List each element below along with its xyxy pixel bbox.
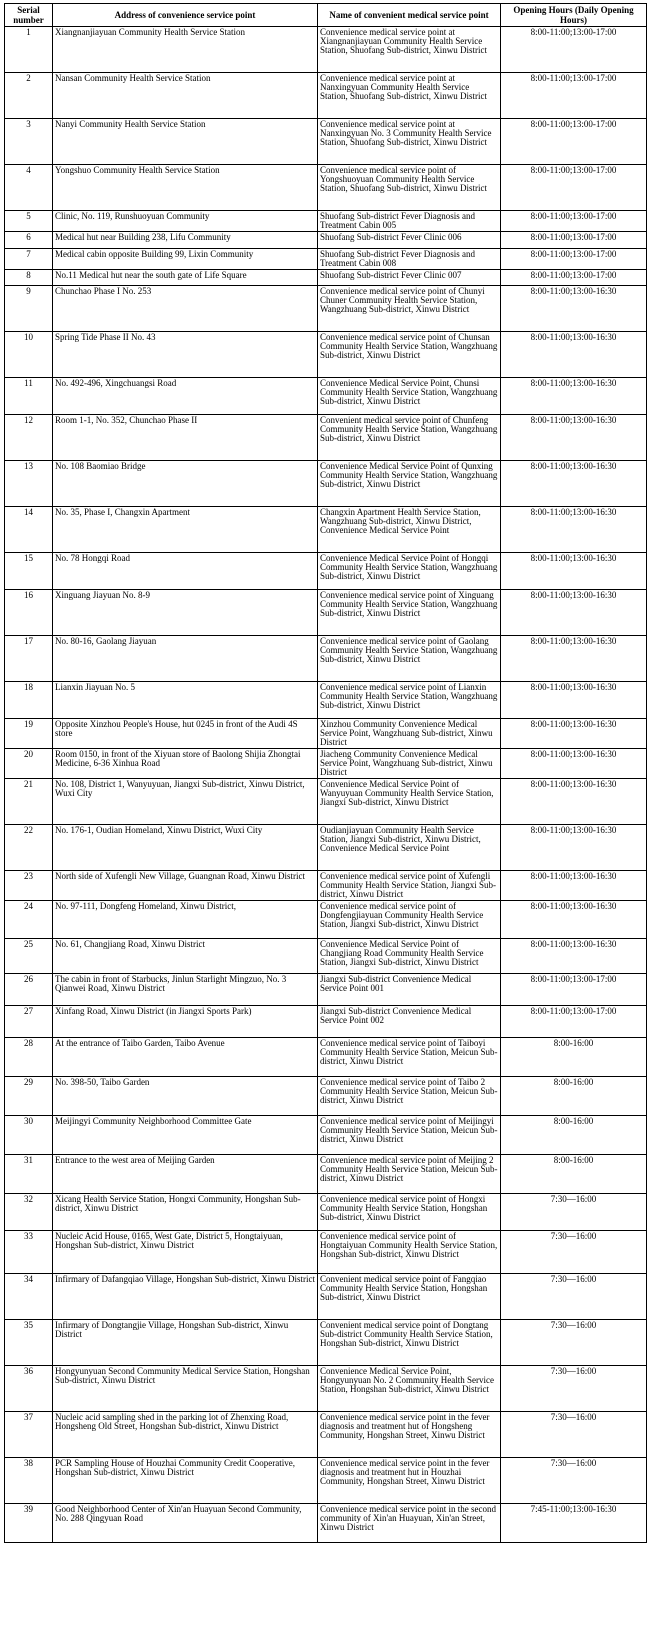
- address-cell: No. 61, Changjiang Road, Xinwu District: [53, 939, 318, 974]
- opening-hours-cell: 7:30—16:00: [501, 1458, 647, 1504]
- address-cell: Nucleic Acid House, 0165, West Gate, District 5, Hongtaiyuan, Hongshan Sub-district, Xinwu District: [53, 1231, 318, 1274]
- serial-number-cell: 24: [5, 901, 53, 939]
- service-point-name-cell: Convenience medical service point at Xiangnanjiayuan Community Health Service Station, Shuofang Sub-district, Xinwu District: [318, 27, 501, 73]
- header-row: [5, 4, 647, 27]
- service-point-name-cell: Convenience medical service point of Dongfengjiayuan Community Health Service Station, Jiangxi Sub-district, Xinwu District: [318, 901, 501, 939]
- service-point-name-cell: Convenience medical service point in the fever diagnosis and treatment hut of Hongsheng Community, Hongshan Street, Xinwu District: [318, 1412, 501, 1458]
- table-row: [5, 1412, 647, 1458]
- address-cell: Xinguang Jiayuan No. 8-9: [53, 590, 318, 636]
- serial-number-cell: 14: [5, 507, 53, 553]
- address-cell: Medical hut near Building 238, Lifu Community: [53, 232, 318, 249]
- serial-number-cell: 19: [5, 719, 53, 749]
- service-point-name-cell: Oudianjiayuan Community Health Service Station, Jiangxi Sub-district, Xinwu District, Convenience Medical Service Point: [318, 825, 501, 871]
- service-point-name-cell: Convenience Medical Service Point, Hongyunyuan No. 2 Community Health Service Station, Hongshan Sub-district, Xinwu District: [318, 1366, 501, 1412]
- serial-number-cell: 5: [5, 211, 53, 232]
- table-row: [5, 939, 647, 974]
- table-row: [5, 461, 647, 507]
- table-row: [5, 590, 647, 636]
- serial-number-cell: 15: [5, 553, 53, 590]
- service-point-name-cell: Jiacheng Community Convenience Medical Service Point, Wangzhuang Sub-district, Xinwu District: [318, 749, 501, 779]
- opening-hours-cell: 8:00-11:00;13:00-16:30: [501, 286, 647, 332]
- service-point-name-cell: Convenience Medical Service Point of Hongqi Community Health Service Station, Wangzhuang Sub-district, Xinwu District: [318, 553, 501, 590]
- serial-number-cell: 21: [5, 779, 53, 825]
- serial-number-cell: 22: [5, 825, 53, 871]
- opening-hours-cell: 8:00-16:00: [501, 1155, 647, 1194]
- opening-hours-cell: 8:00-11:00;13:00-16:30: [501, 871, 647, 901]
- opening-hours-cell: 7:45-11:00;13:00-16:30: [501, 1504, 647, 1543]
- table-row: [5, 249, 647, 270]
- address-cell: No. 176-1, Oudian Homeland, Xinwu District, Wuxi City: [53, 825, 318, 871]
- opening-hours-cell: 8:00-11:00;13:00-17:00: [501, 165, 647, 211]
- service-point-name-cell: Convenience medical service point of Meijingyi Community Health Service Station, Meicun Sub-district, Xinwu District: [318, 1116, 501, 1155]
- address-cell: Xiangnanjiayuan Community Health Service Station: [53, 27, 318, 73]
- opening-hours-cell: 8:00-11:00;13:00-17:00: [501, 211, 647, 232]
- table-row: [5, 211, 647, 232]
- address-cell: No. 492-496, Xingchuangsi Road: [53, 378, 318, 415]
- address-cell: No. 35, Phase I, Changxin Apartment: [53, 507, 318, 553]
- address-cell: At the entrance of Taibo Garden, Taibo Avenue: [53, 1038, 318, 1077]
- address-cell: North side of Xufengli New Village, Guangnan Road, Xinwu District: [53, 871, 318, 901]
- opening-hours-cell: 8:00-11:00;13:00-16:30: [501, 378, 647, 415]
- opening-hours-cell: 8:00-16:00: [501, 1038, 647, 1077]
- table-row: [5, 232, 647, 249]
- serial-number-cell: 16: [5, 590, 53, 636]
- opening-hours-cell: 7:30—16:00: [501, 1366, 647, 1412]
- serial-number-cell: 10: [5, 332, 53, 378]
- serial-number-cell: 33: [5, 1231, 53, 1274]
- service-point-name-cell: Convenience medical service point of Hongxi Community Health Service Station, Hongshan Sub-district, Xinwu District: [318, 1194, 501, 1231]
- table-row: [5, 1504, 647, 1543]
- service-point-name-cell: Shuofang Sub-district Fever Diagnosis and Treatment Cabin 005: [318, 211, 501, 232]
- table-row: [5, 553, 647, 590]
- opening-hours-cell: 8:00-11:00;13:00-16:30: [501, 779, 647, 825]
- service-point-name-cell: Convenience medical service point at Nanxingyuan Community Health Service Station, Shuofang Sub-district, Xinwu District: [318, 73, 501, 119]
- address-cell: No. 108 Baomiao Bridge: [53, 461, 318, 507]
- opening-hours-cell: 8:00-11:00;13:00-16:30: [501, 719, 647, 749]
- opening-hours-cell: 8:00-11:00;13:00-16:30: [501, 415, 647, 461]
- service-point-name-cell: Shuofang Sub-district Fever Clinic 007: [318, 270, 501, 286]
- table-row: [5, 1274, 647, 1320]
- address-cell: Yongshuo Community Health Service Station: [53, 165, 318, 211]
- table-row: [5, 1077, 647, 1116]
- serial-number-cell: 9: [5, 286, 53, 332]
- table-row: [5, 332, 647, 378]
- address-cell: Nanyi Community Health Service Station: [53, 119, 318, 165]
- service-point-name-cell: Convenient medical service point of Chunfeng Community Health Service Station, Wangzhuang Sub-district, Xinwu District: [318, 415, 501, 461]
- service-point-name-cell: Convenient medical service point of Dongtang Sub-district Community Health Service Station, Hongshan Sub-district, Xinwu District: [318, 1320, 501, 1366]
- service-point-name-cell: Convenience medical service point of Chunyi Chuner Community Health Service Station, Wangzhuang Sub-district, Xinwu District: [318, 286, 501, 332]
- service-point-name-cell: Convenience medical service point of Gaolang Community Health Service Station, Wangzhuang Sub-district, Xinwu District: [318, 636, 501, 682]
- address-cell: Chunchao Phase I No. 253: [53, 286, 318, 332]
- serial-number-cell: 31: [5, 1155, 53, 1194]
- table-row: [5, 825, 647, 871]
- header-address: Address of convenience service point: [53, 4, 318, 27]
- serial-number-cell: 23: [5, 871, 53, 901]
- serial-number-cell: 37: [5, 1412, 53, 1458]
- address-cell: Meijingyi Community Neighborhood Committee Gate: [53, 1116, 318, 1155]
- serial-number-cell: 12: [5, 415, 53, 461]
- service-point-name-cell: Convenience medical service point of Taibo 2 Community Health Service Station, Meicun Sub-district, Xinwu District: [318, 1077, 501, 1116]
- table-row: [5, 636, 647, 682]
- address-cell: Room 0150, in front of the Xiyuan store of Baolong Shijia Zhongtai Medicine, 6-36 Xinhua Road: [53, 749, 318, 779]
- service-point-name-cell: Jiangxi Sub-district Convenience Medical Service Point 001: [318, 974, 501, 1006]
- opening-hours-cell: 8:00-11:00;13:00-16:30: [501, 636, 647, 682]
- serial-number-cell: 29: [5, 1077, 53, 1116]
- table-body: [5, 27, 647, 1543]
- opening-hours-cell: 7:30—16:00: [501, 1274, 647, 1320]
- address-cell: Room 1-1, No. 352, Chunchao Phase II: [53, 415, 318, 461]
- table-row: [5, 719, 647, 749]
- serial-number-cell: 3: [5, 119, 53, 165]
- address-cell: Lianxin Jiayuan No. 5: [53, 682, 318, 719]
- opening-hours-cell: 8:00-11:00;13:00-17:00: [501, 249, 647, 270]
- serial-number-cell: 8: [5, 270, 53, 286]
- opening-hours-cell: 8:00-11:00;13:00-17:00: [501, 119, 647, 165]
- address-cell: Nucleic acid sampling shed in the parking lot of Zhenxing Road, Hongsheng Old Street, Hongshan Sub-district, Xinwu District: [53, 1412, 318, 1458]
- address-cell: No. 78 Hongqi Road: [53, 553, 318, 590]
- table-row: [5, 119, 647, 165]
- service-point-name-cell: Changxin Apartment Health Service Station, Wangzhuang Sub-district, Xinwu District, Convenience Medical Service Point: [318, 507, 501, 553]
- service-point-name-cell: Convenience medical service point at Nanxingyuan No. 3 Community Health Service Station, Shuofang Sub-district, Xinwu District: [318, 119, 501, 165]
- address-cell: Infirmary of Dafangqiao Village, Hongshan Sub-district, Xinwu District: [53, 1274, 318, 1320]
- service-point-name-cell: Convenience medical service point of Xinguang Community Health Service Station, Wangzhuang Sub-district, Xinwu District: [318, 590, 501, 636]
- address-cell: No. 80-16, Gaolang Jiayuan: [53, 636, 318, 682]
- address-cell: Good Neighborhood Center of Xin'an Huayuan Second Community, No. 288 Qingyuan Road: [53, 1504, 318, 1543]
- address-cell: Medical cabin opposite Building 99, Lixin Community: [53, 249, 318, 270]
- table-row: [5, 779, 647, 825]
- address-cell: Nansan Community Health Service Station: [53, 73, 318, 119]
- address-cell: Xicang Health Service Station, Hongxi Community, Hongshan Sub-district, Xinwu District: [53, 1194, 318, 1231]
- opening-hours-cell: 7:30—16:00: [501, 1320, 647, 1366]
- address-cell: No. 97-111, Dongfeng Homeland, Xinwu District,: [53, 901, 318, 939]
- header-service-point-name: Name of convenient medical service point: [318, 4, 501, 27]
- service-point-name-cell: Convenience medical service point of Chunsan Community Health Service Station, Wangzhuang Sub-district, Xinwu District: [318, 332, 501, 378]
- opening-hours-cell: 8:00-11:00;13:00-16:30: [501, 749, 647, 779]
- table-row: [5, 415, 647, 461]
- opening-hours-cell: 8:00-11:00;13:00-16:30: [501, 507, 647, 553]
- serial-number-cell: 2: [5, 73, 53, 119]
- table-row: [5, 27, 647, 73]
- table-row: [5, 1458, 647, 1504]
- opening-hours-cell: 8:00-11:00;13:00-17:00: [501, 73, 647, 119]
- opening-hours-cell: 8:00-11:00;13:00-16:30: [501, 825, 647, 871]
- table-row: [5, 1194, 647, 1231]
- table-row: [5, 1366, 647, 1412]
- opening-hours-cell: 7:30—16:00: [501, 1194, 647, 1231]
- serial-number-cell: 26: [5, 974, 53, 1006]
- opening-hours-cell: 8:00-11:00;13:00-17:00: [501, 232, 647, 249]
- table-row: [5, 73, 647, 119]
- service-point-name-cell: Convenience Medical Service Point, Chunsi Community Health Service Station, Wangzhuang Sub-district, Xinwu District: [318, 378, 501, 415]
- address-cell: No.11 Medical hut near the south gate of Life Square: [53, 270, 318, 286]
- opening-hours-cell: 7:30—16:00: [501, 1412, 647, 1458]
- opening-hours-cell: 8:00-11:00;13:00-17:00: [501, 1006, 647, 1038]
- service-point-name-cell: Convenience medical service point of Xufengli Community Health Service Station, Jiangxi Sub-district, Xinwu District: [318, 871, 501, 901]
- service-point-name-cell: Convenience Medical Service Point of Qunxing Community Health Service Station, Wangzhuang Sub-district, Xinwu District: [318, 461, 501, 507]
- opening-hours-cell: 8:00-11:00;13:00-16:30: [501, 901, 647, 939]
- opening-hours-cell: 8:00-11:00;13:00-16:30: [501, 461, 647, 507]
- serial-number-cell: 18: [5, 682, 53, 719]
- table-row: [5, 270, 647, 286]
- serial-number-cell: 27: [5, 1006, 53, 1038]
- address-cell: Clinic, No. 119, Runshuoyuan Community: [53, 211, 318, 232]
- service-point-name-cell: Convenience medical service point in the second community of Xin'an Huayuan, Xin'an Street, Xinwu District: [318, 1504, 501, 1543]
- opening-hours-cell: 7:30—16:00: [501, 1231, 647, 1274]
- service-point-name-cell: Convenience Medical Service Point of Changjiang Road Community Health Service Station, Jiangxi Sub-district, Xinwu District: [318, 939, 501, 974]
- address-cell: The cabin in front of Starbucks, Jinlun Starlight Mingzuo, No. 3 Qianwei Road, Xinwu District: [53, 974, 318, 1006]
- opening-hours-cell: 8:00-16:00: [501, 1077, 647, 1116]
- serial-number-cell: 13: [5, 461, 53, 507]
- service-point-name-cell: Convenient medical service point of Fangqiao Community Health Service Station, Hongshan Sub-district, Xinwu District: [318, 1274, 501, 1320]
- serial-number-cell: 25: [5, 939, 53, 974]
- opening-hours-cell: 8:00-16:00: [501, 1116, 647, 1155]
- service-point-name-cell: Shuofang Sub-district Fever Diagnosis and Treatment Cabin 008: [318, 249, 501, 270]
- table-row: [5, 507, 647, 553]
- address-cell: Entrance to the west area of Meijing Garden: [53, 1155, 318, 1194]
- address-cell: Xinfang Road, Xinwu District (in Jiangxi Sports Park): [53, 1006, 318, 1038]
- address-cell: No. 108, District 1, Wanyuyuan, Jiangxi Sub-district, Xinwu District, Wuxi City: [53, 779, 318, 825]
- serial-number-cell: 4: [5, 165, 53, 211]
- table-row: [5, 682, 647, 719]
- serial-number-cell: 39: [5, 1504, 53, 1543]
- opening-hours-cell: 8:00-11:00;13:00-16:30: [501, 682, 647, 719]
- serial-number-cell: 28: [5, 1038, 53, 1077]
- table-row: [5, 871, 647, 901]
- table-row: [5, 1006, 647, 1038]
- table-row: [5, 165, 647, 211]
- opening-hours-cell: 8:00-11:00;13:00-17:00: [501, 270, 647, 286]
- table-row: [5, 1231, 647, 1274]
- serial-number-cell: 36: [5, 1366, 53, 1412]
- service-points-table: [4, 3, 647, 1543]
- opening-hours-cell: 8:00-11:00;13:00-17:00: [501, 974, 647, 1006]
- serial-number-cell: 20: [5, 749, 53, 779]
- serial-number-cell: 17: [5, 636, 53, 682]
- serial-number-cell: 30: [5, 1116, 53, 1155]
- serial-number-cell: 32: [5, 1194, 53, 1231]
- address-cell: PCR Sampling House of Houzhai Community Credit Cooperative, Hongshan Sub-district, Xinwu District: [53, 1458, 318, 1504]
- service-point-name-cell: Convenience medical service point of Taiboyi Community Health Service Station, Meicun Sub-district, Xinwu District: [318, 1038, 501, 1077]
- opening-hours-cell: 8:00-11:00;13:00-17:00: [501, 27, 647, 73]
- address-cell: No. 398-50, Taibo Garden: [53, 1077, 318, 1116]
- service-point-name-cell: Convenience medical service point of Yongshuoyuan Community Health Service Station, Shuofang Sub-district, Xinwu District: [318, 165, 501, 211]
- opening-hours-cell: 8:00-11:00;13:00-16:30: [501, 553, 647, 590]
- serial-number-cell: 1: [5, 27, 53, 73]
- serial-number-cell: 38: [5, 1458, 53, 1504]
- table-row: [5, 1116, 647, 1155]
- table-row: [5, 1155, 647, 1194]
- table-row: [5, 974, 647, 1006]
- opening-hours-cell: 8:00-11:00;13:00-16:30: [501, 939, 647, 974]
- service-point-name-cell: Shuofang Sub-district Fever Clinic 006: [318, 232, 501, 249]
- table-row: [5, 286, 647, 332]
- address-cell: Spring Tide Phase II No. 43: [53, 332, 318, 378]
- table-row: [5, 378, 647, 415]
- table-row: [5, 1320, 647, 1366]
- service-point-name-cell: Convenience medical service point of Meijing 2 Community Health Service Station, Meicun Sub-district, Xinwu District: [318, 1155, 501, 1194]
- service-point-name-cell: Convenience Medical Service Point of Wanyuyuan Community Health Service Station, Jiangxi Sub-district, Xinwu District: [318, 779, 501, 825]
- table-row: [5, 749, 647, 779]
- service-point-name-cell: Convenience medical service point of Hongtaiyuan Community Health Service Station, Hongshan Sub-district, Xinwu District: [318, 1231, 501, 1274]
- opening-hours-cell: 8:00-11:00;13:00-16:30: [501, 590, 647, 636]
- serial-number-cell: 11: [5, 378, 53, 415]
- service-point-name-cell: Jiangxi Sub-district Convenience Medical Service Point 002: [318, 1006, 501, 1038]
- header-opening-hours: Opening Hours (Daily Opening Hours): [501, 4, 647, 27]
- serial-number-cell: 34: [5, 1274, 53, 1320]
- service-point-name-cell: Convenience medical service point in the fever diagnosis and treatment hut in Houzhai Community, Hongshan Street, Xinwu District: [318, 1458, 501, 1504]
- service-point-name-cell: Xinzhou Community Convenience Medical Service Point, Wangzhuang Sub-district, Xinwu District: [318, 719, 501, 749]
- table-row: [5, 901, 647, 939]
- opening-hours-cell: 8:00-11:00;13:00-16:30: [501, 332, 647, 378]
- table-row: [5, 1038, 647, 1077]
- address-cell: Infirmary of Dongtangjie Village, Hongshan Sub-district, Xinwu District: [53, 1320, 318, 1366]
- serial-number-cell: 7: [5, 249, 53, 270]
- serial-number-cell: 35: [5, 1320, 53, 1366]
- service-point-name-cell: Convenience medical service point of Lianxin Community Health Service Station, Wangzhuang Sub-district, Xinwu District: [318, 682, 501, 719]
- address-cell: Hongyunyuan Second Community Medical Service Station, Hongshan Sub-district, Xinwu District: [53, 1366, 318, 1412]
- serial-number-cell: 6: [5, 232, 53, 249]
- address-cell: Opposite Xinzhou People's House, hut 0245 in front of the Audi 4S store: [53, 719, 318, 749]
- header-serial-number: Serial number: [5, 4, 53, 27]
